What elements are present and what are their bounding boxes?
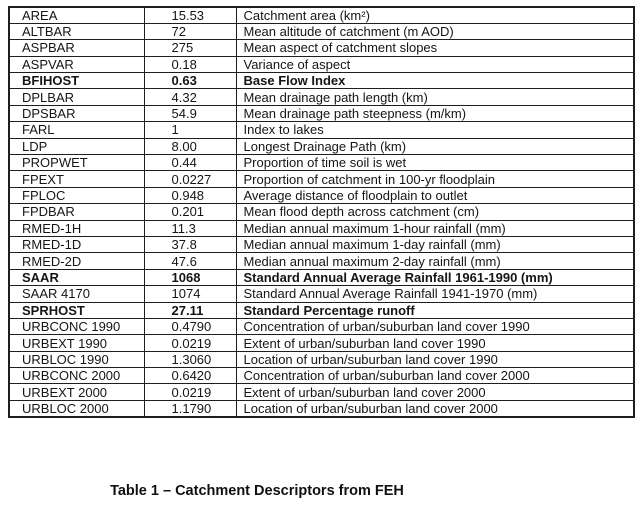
table-row	[9, 171, 634, 187]
table-row	[9, 7, 634, 23]
descriptor-code-cell: URBLOC 2000	[9, 400, 144, 416]
descriptor-description-cell: Proportion of time soil is wet	[236, 155, 634, 171]
descriptor-value-cell: 4.32	[144, 89, 236, 105]
descriptor-description-cell: Mean aspect of catchment slopes	[236, 40, 634, 56]
descriptor-description-cell: Standard Annual Average Rainfall 1961-1990 (mm)	[236, 269, 634, 285]
descriptor-description-cell: Concentration of urban/suburban land cover 2000	[236, 368, 634, 384]
descriptor-value-cell: 15.53	[144, 7, 236, 23]
table-row	[9, 187, 634, 203]
descriptor-description-cell: Mean drainage path steepness (m/km)	[236, 105, 634, 121]
table-row	[9, 122, 634, 138]
table-row	[9, 368, 634, 384]
descriptor-value-cell: 1.3060	[144, 351, 236, 367]
descriptor-code-cell: FPLOC	[9, 187, 144, 203]
descriptor-value-cell: 0.0227	[144, 171, 236, 187]
table-row	[9, 220, 634, 236]
descriptor-description-cell: Location of urban/suburban land cover 1990	[236, 351, 634, 367]
table-row	[9, 138, 634, 154]
table-caption: Table 1 – Catchment Descriptors from FEH	[110, 483, 404, 499]
catchment-descriptors-table	[8, 6, 635, 418]
table-row	[9, 286, 634, 302]
descriptor-description-cell: Proportion of catchment in 100-yr floodplain	[236, 171, 634, 187]
descriptor-value-cell: 1074	[144, 286, 236, 302]
descriptor-description-cell: Mean drainage path length (km)	[236, 89, 634, 105]
descriptor-value-cell: 0.6420	[144, 368, 236, 384]
table-row	[9, 155, 634, 171]
descriptor-value-cell: 8.00	[144, 138, 236, 154]
descriptor-code-cell: URBLOC 1990	[9, 351, 144, 367]
descriptor-code-cell: AREA	[9, 7, 144, 23]
descriptor-value-cell: 0.44	[144, 155, 236, 171]
descriptor-value-cell: 1	[144, 122, 236, 138]
descriptor-value-cell: 0.18	[144, 56, 236, 72]
table-row	[9, 384, 634, 400]
descriptor-value-cell: 1.1790	[144, 400, 236, 416]
table-row	[9, 56, 634, 72]
descriptor-value-cell: 0.948	[144, 187, 236, 203]
descriptor-code-cell: URBCONC 2000	[9, 368, 144, 384]
descriptor-value-cell: 0.0219	[144, 335, 236, 351]
table-row	[9, 73, 634, 89]
table-row	[9, 318, 634, 334]
descriptor-description-cell: Extent of urban/suburban land cover 2000	[236, 384, 634, 400]
table-row	[9, 236, 634, 252]
table-row	[9, 302, 634, 318]
descriptor-description-cell: Median annual maximum 1-hour rainfall (mm)	[236, 220, 634, 236]
table-row	[9, 40, 634, 56]
descriptor-code-cell: URBCONC 1990	[9, 318, 144, 334]
table-row	[9, 253, 634, 269]
table-row	[9, 400, 634, 416]
descriptor-description-cell: Extent of urban/suburban land cover 1990	[236, 335, 634, 351]
descriptor-code-cell: RMED-2D	[9, 253, 144, 269]
descriptor-value-cell: 37.8	[144, 236, 236, 252]
descriptor-code-cell: FPEXT	[9, 171, 144, 187]
descriptor-code-cell: SPRHOST	[9, 302, 144, 318]
descriptor-value-cell: 0.4790	[144, 318, 236, 334]
descriptor-code-cell: ASPBAR	[9, 40, 144, 56]
descriptor-value-cell: 1068	[144, 269, 236, 285]
table-row	[9, 89, 634, 105]
descriptor-description-cell: Base Flow Index	[236, 73, 634, 89]
descriptor-value-cell: 72	[144, 23, 236, 39]
descriptor-value-cell: 0.63	[144, 73, 236, 89]
descriptor-value-cell: 27.11	[144, 302, 236, 318]
descriptor-code-cell: SAAR	[9, 269, 144, 285]
descriptor-code-cell: BFIHOST	[9, 73, 144, 89]
descriptor-description-cell: Variance of aspect	[236, 56, 634, 72]
descriptor-code-cell: DPLBAR	[9, 89, 144, 105]
table-row	[9, 23, 634, 39]
descriptor-value-cell: 0.0219	[144, 384, 236, 400]
descriptor-value-cell: 54.9	[144, 105, 236, 121]
table-row	[9, 269, 634, 285]
descriptor-code-cell: FARL	[9, 122, 144, 138]
descriptor-description-cell: Mean altitude of catchment (m AOD)	[236, 23, 634, 39]
descriptor-description-cell: Longest Drainage Path (km)	[236, 138, 634, 154]
descriptor-value-cell: 11.3	[144, 220, 236, 236]
descriptor-code-cell: URBEXT 2000	[9, 384, 144, 400]
descriptor-description-cell: Mean flood depth across catchment (cm)	[236, 204, 634, 220]
descriptor-code-cell: PROPWET	[9, 155, 144, 171]
table-row	[9, 105, 634, 121]
descriptor-code-cell: ALTBAR	[9, 23, 144, 39]
descriptor-value-cell: 275	[144, 40, 236, 56]
descriptor-code-cell: ASPVAR	[9, 56, 144, 72]
descriptor-value-cell: 0.201	[144, 204, 236, 220]
descriptor-code-cell: FPDBAR	[9, 204, 144, 220]
descriptor-code-cell: URBEXT 1990	[9, 335, 144, 351]
descriptor-description-cell: Standard Annual Average Rainfall 1941-1970 (mm)	[236, 286, 634, 302]
descriptor-code-cell: DPSBAR	[9, 105, 144, 121]
descriptor-code-cell: RMED-1H	[9, 220, 144, 236]
descriptor-description-cell: Average distance of floodplain to outlet	[236, 187, 634, 203]
table-body	[9, 7, 634, 417]
table-row	[9, 351, 634, 367]
descriptor-description-cell: Median annual maximum 1-day rainfall (mm)	[236, 236, 634, 252]
descriptor-description-cell: Median annual maximum 2-day rainfall (mm)	[236, 253, 634, 269]
descriptor-value-cell: 47.6	[144, 253, 236, 269]
descriptor-description-cell: Catchment area (km²)	[236, 7, 634, 23]
descriptor-code-cell: RMED-1D	[9, 236, 144, 252]
descriptor-description-cell: Standard Percentage runoff	[236, 302, 634, 318]
descriptor-description-cell: Index to lakes	[236, 122, 634, 138]
table-row	[9, 204, 634, 220]
descriptor-code-cell: SAAR 4170	[9, 286, 144, 302]
descriptor-description-cell: Location of urban/suburban land cover 2000	[236, 400, 634, 416]
table-row	[9, 335, 634, 351]
descriptor-description-cell: Concentration of urban/suburban land cover 1990	[236, 318, 634, 334]
descriptor-code-cell: LDP	[9, 138, 144, 154]
